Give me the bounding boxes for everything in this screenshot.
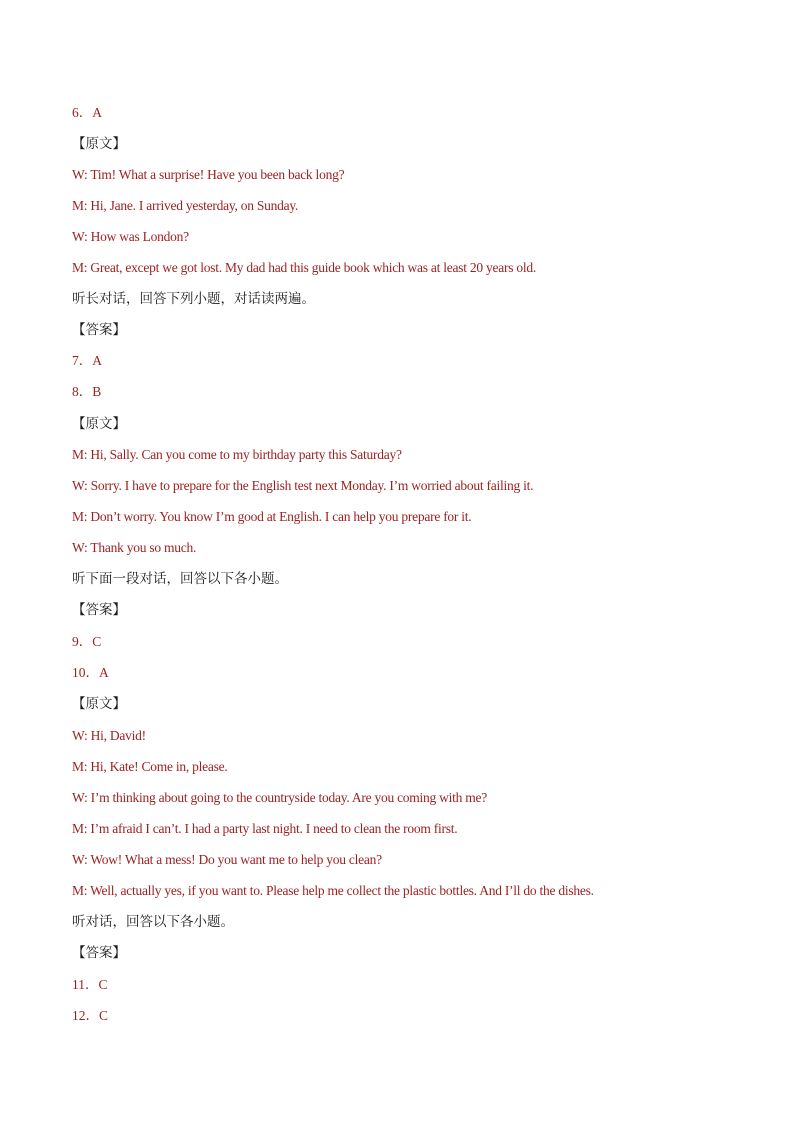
original-text-header: 【原文】 [72,416,126,432]
answer-7: 7．A [72,353,102,368]
transcript-line: M: Great, except we got lost. My dad had this guide book which was at least 20 years old. [72,260,537,275]
original-text-header: 【原文】 [72,696,126,712]
transcript-line: M: Hi, Sally. Can you come to my birthday party this Saturday? [72,447,402,462]
transcript-line: M: Hi, Jane. I arrived yesterday, on Sunday. [72,198,299,213]
transcript-line: W: Tim! What a surprise! Have you been back long? [72,167,345,182]
transcript-line: W: I’m thinking about going to the countryside today. Are you coming with me? [72,790,488,805]
transcript-line: W: Wow! What a mess! Do you want me to help you clean? [72,852,382,867]
answer-12: 12．C [72,1008,109,1023]
answer-6: 6．A [72,105,102,120]
answer-8: 8．B [72,384,102,399]
answer-10: 10．A [72,665,109,680]
answer-9: 9．C [72,634,102,649]
transcript-line: M: I’m afraid I can’t. I had a party last night. I need to clean the room first. [72,821,458,836]
answer-header: 【答案】 [72,602,126,618]
section-instruction: 听下面一段对话，回答以下各小题。 [72,571,288,587]
section-instruction: 听长对话，回答下列小题，对话读两遍。 [72,291,315,307]
transcript-line: M: Hi, Kate! Come in, please. [72,759,228,774]
transcript-line: M: Well, actually yes, if you want to. Please help me collect the plastic bottles. And I’ll do the dishes. [72,883,594,898]
answer-header: 【答案】 [72,322,126,338]
transcript-line: M: Don’t worry. You know I’m good at English. I can help you prepare for it. [72,509,472,524]
transcript-line: W: Hi, David! [72,728,146,743]
answer-header: 【答案】 [72,945,126,961]
transcript-line: W: Thank you so much. [72,540,197,555]
original-text-header: 【原文】 [72,136,126,152]
transcript-line: W: How was London? [72,229,189,244]
section-instruction: 听对话，回答以下各小题。 [72,914,234,930]
answer-11: 11．C [72,977,108,992]
transcript-line: W: Sorry. I have to prepare for the English test next Monday. I’m worried about failing it. [72,478,534,493]
